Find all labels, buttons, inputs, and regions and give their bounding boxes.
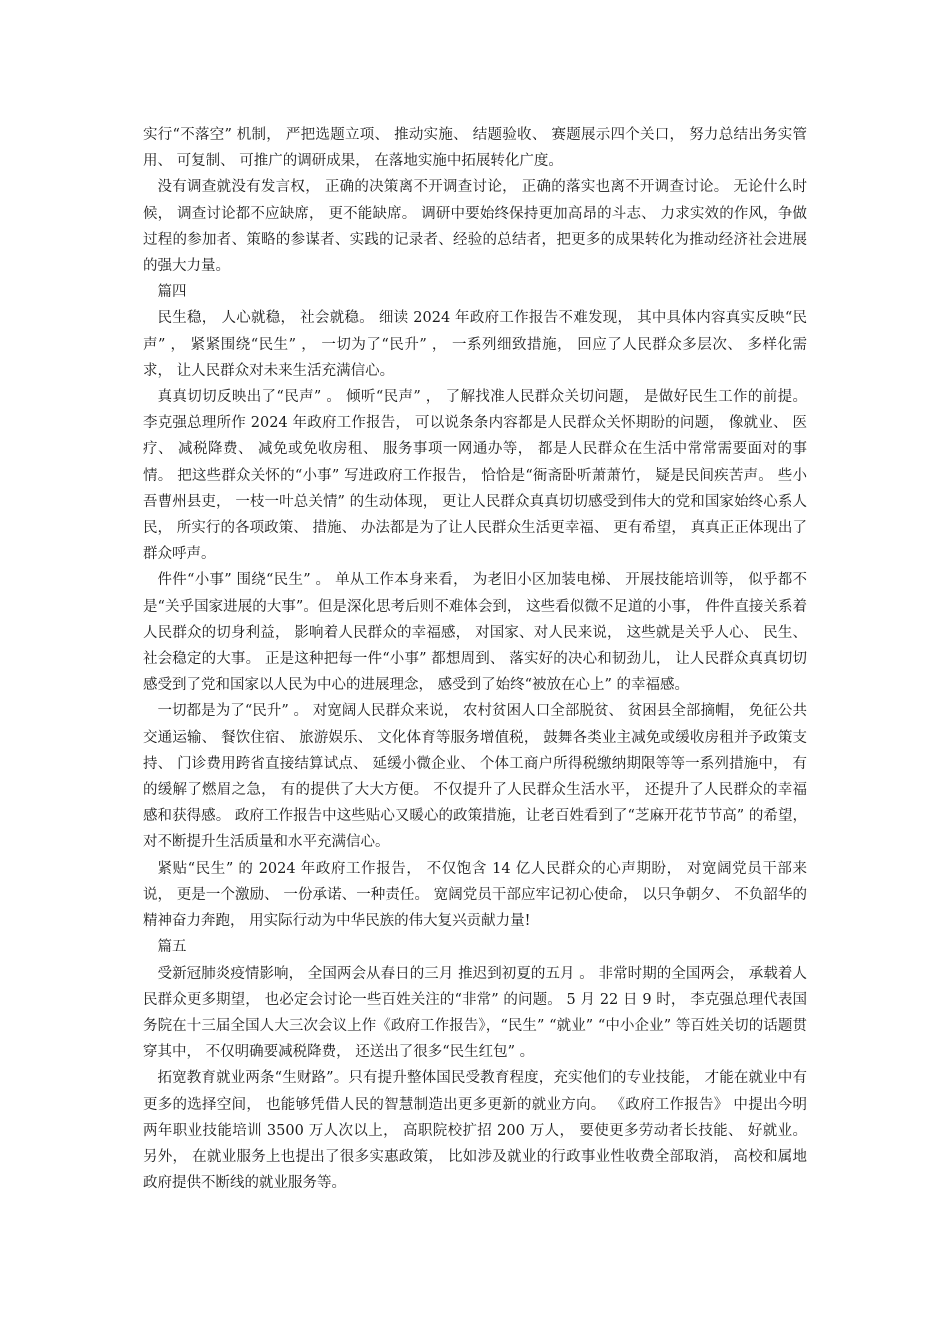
paragraph-7: 紧贴“民生” 的 2024 年政府工作报告， 不仅饱含 14 亿人民群众的心声期盼， 对宽阔党员干部来说， 更是一个激励、 一份承诺、一种责任。 宽阔党员干部应牢记初心使命， 以只争朝夕、 不负韶华的精神奋力奔跑， 用实际行动为中华民族的伟大复兴贡献力量!	[143, 860, 807, 930]
paragraph-2: 没有调查就没有发言权， 正确的决策离不开调查讨论， 正确的落实也离不开调查讨论。 无论什么时候， 调查讨论都不应缺席， 更不能缺席。 调研中要始终保持更加高昂的斗志、 力求实效的作风，争做过程的参加者、策略的参谋者、实践的记录者、经验的总结者，把更多的成果转化为推动经济社会进展的强大力量。	[143, 179, 807, 275]
document-page	[143, 122, 807, 1196]
paragraph-1: 实行“不落空” 机制， 严把选题立项、 推动实施、 结题验收、 赛题展示四个关口， 努力总结出务实管用、 可复制、 可推广的调研成果， 在落地实施中拓展转化广度。	[143, 127, 807, 170]
paragraph-8: 受新冠肺炎疫情影响， 全国两会从春日的三月 推迟到初夏的五月 。 非常时期的全国两会， 承载着人民群众更多期望， 也必定会讨论一些百姓关注的“非常” 的问题。 5 月 22 日 9 时， 李克强总理代表国务院在十三届全国人大三次会议上作《政府工作报告》，“民生” “就业” “中小企业” 等百姓关切的话题贯穿其中， 不仅明确要减税降费， 还送出了很多“民生红包” 。	[143, 965, 807, 1061]
section-heading-5: 篇五	[157, 939, 187, 956]
paragraph-4: 真真切切反映出了“民声” 。 倾听“民声” ， 了解找准人民群众关切问题， 是做好民生工作的前提。 李克强总理所作 2024 年政府工作报告， 可以说条条内容都是人民群众关怀期盼的问题， 像就业、 医疗、 减税降费、 减免或免收房租、 服务事项一网通办等， 都是人民群众在生活中常常需要面对的事情。 把这些群众关怀的“小事” 写进政府工作报告， 恰恰是“衙斋卧听萧萧竹， 疑是民间疾苦声。 些小吾曹州县吏， 一枝一叶总关情” 的生动体现， 更让人民群众真真切切感受到伟大的党和国家始终心系人民， 所实行的各项政策、 措施、 办法都是为了让人民群众生活更幸福、 更有希望， 真真正正体现出了群众呼声。	[143, 389, 807, 563]
section-heading-4: 篇四	[157, 284, 187, 301]
paragraph-6: 一切都是为了“民升” 。 对宽阔人民群众来说， 农村贫困人口全部脱贫、 贫困县全部摘帽， 免征公共交通运输、 餐饮住宿、 旅游娱乐、 文化体育等服务增值税， 鼓舞各类业主减免或缓收房租并予政策支持、 门诊费用跨省直接结算试点、 延缓小微企业、 个体工商户所得税缴纳期限等等一系列措施中， 有的缓解了燃眉之急， 有的提供了大大方便。 不仅提升了人民群众生活水平， 还提升了人民群众的幸福感和获得感。 政府工作报告中这些贴心又暖心的政策措施，让老百姓看到了“芝麻开花节节高” 的希望， 对不断提升生活质量和水平充满信心。	[143, 703, 807, 851]
paragraph-3: 民生稳， 人心就稳， 社会就稳。 细读 2024 年政府工作报告不难发现， 其中具体内容真实反映“民声” ， 紧紧围绕“民生” ， 一切为了“民升” ， 一系列细致措施， 回应了人民群众多层次、 多样化需求， 让人民群众对未来生活充满信心。	[143, 310, 807, 379]
paragraph-5: 件件“小事” 围绕“民生” 。 单从工作本身来看， 为老旧小区加装电梯、 开展技能培训等， 似乎都不是“关乎国家进展的大事”。但是深化思考后则不难体会到， 这些看似微不足道的小事， 件件直接关系着人民群众的切身利益， 影响着人民群众的幸福感， 对国家、对人民来说， 这些就是关乎人心、 民生、 社会稳定的大事。 正是这种把每一件“小事” 都想周到、 落实好的决心和韧劲儿， 让人民群众真真切切感受到了党和国家以人民为中心的进展理念， 感受到了始终“被放在心上” 的幸福感。	[143, 572, 807, 694]
paragraph-9: 拓宽教育就业两条“生财路”。只有提升整体国民受教育程度，充实他们的专业技能， 才能在就业中有更多的选择空间， 也能够凭借人民的智慧制造出更多更新的就业方向。 《政府工作报告》 中提出今明两年职业技能培训 3500 万人次以上， 高职院校扩招 200 万人， 要使更多劳动者长技能、 好就业。 另外， 在就业服务上也提出了很多实惠政策， 比如涉及就业的行政事业性收费全部取消， 高校和属地政府提供不断线的就业服务等。	[143, 1070, 807, 1192]
